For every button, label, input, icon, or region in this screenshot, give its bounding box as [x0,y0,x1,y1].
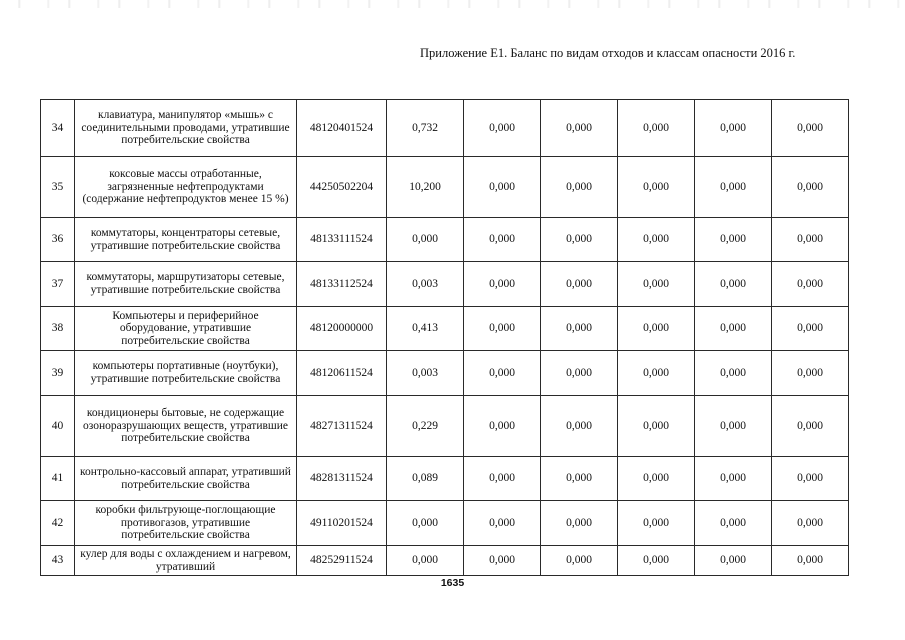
value-cell: 0,000 [464,218,541,262]
table-row [41,546,849,576]
value-cell: 0,000 [541,396,618,457]
value-cell: 0,000 [541,501,618,546]
table-row [41,307,849,351]
page-title: Приложение Е1. Баланс по видам отходов и классам опасности 2016 г. [420,46,796,60]
waste-code: 48281311524 [297,457,387,501]
waste-code: 48133111524 [297,218,387,262]
waste-name: коробки фильтрующе-поглощающие противогазов, утратившие потребительские свойства [75,501,297,546]
waste-code: 48271311524 [297,396,387,457]
value-cell: 0,000 [464,307,541,351]
value-cell: 0,000 [464,457,541,501]
waste-name: кондиционеры бытовые, не содержащие озоноразрушающих веществ, утратившие потребительские свойства [75,396,297,457]
value-cell: 0,000 [618,262,695,307]
waste-name: Компьютеры и периферийное оборудование, утратившие потребительские свойства [75,307,297,351]
row-number: 39 [41,351,75,396]
row-number: 41 [41,457,75,501]
row-number: 42 [41,501,75,546]
value-cell: 0,000 [618,307,695,351]
value-cell: 0,000 [541,262,618,307]
value-cell: 0,000 [772,546,849,576]
value-cell: 0,000 [464,157,541,218]
value-cell: 0,000 [695,396,772,457]
value-cell: 0,003 [387,262,464,307]
waste-name: контрольно-кассовый аппарат, утративший потребительские свойства [75,457,297,501]
row-number: 34 [41,100,75,157]
waste-name: клавиатура, манипулятор «мышь» с соединительными проводами, утратившие потребительские свойства [75,100,297,157]
value-cell: 0,000 [387,218,464,262]
value-cell: 0,000 [618,546,695,576]
row-number: 43 [41,546,75,576]
waste-code: 49110201524 [297,501,387,546]
value-cell: 0,000 [772,157,849,218]
value-cell: 0,000 [387,501,464,546]
table-row [41,351,849,396]
value-cell: 0,089 [387,457,464,501]
waste-name: коммутаторы, концентраторы сетевые, утратившие потребительские свойства [75,218,297,262]
value-cell: 0,000 [541,307,618,351]
waste-code: 48133112524 [297,262,387,307]
waste-code: 48120611524 [297,351,387,396]
table-row [41,501,849,546]
row-number: 36 [41,218,75,262]
waste-code: 48120401524 [297,100,387,157]
waste-name: кулер для воды с охлаждением и нагревом, утративший [75,546,297,576]
waste-code: 48252911524 [297,546,387,576]
value-cell: 0,000 [695,218,772,262]
value-cell: 0,000 [618,396,695,457]
value-cell: 0,000 [772,262,849,307]
value-cell: 0,000 [464,501,541,546]
table-row [41,100,849,157]
table-row [41,262,849,307]
value-cell: 0,000 [772,307,849,351]
waste-name: компьютеры портативные (ноутбуки), утратившие потребительские свойства [75,351,297,396]
row-number: 37 [41,262,75,307]
value-cell: 0,000 [695,501,772,546]
value-cell: 0,000 [464,396,541,457]
value-cell: 0,000 [695,307,772,351]
value-cell: 0,000 [541,457,618,501]
waste-code: 44250502204 [297,157,387,218]
waste-code: 48120000000 [297,307,387,351]
value-cell: 0,000 [695,351,772,396]
value-cell: 0,000 [618,351,695,396]
value-cell: 0,000 [695,157,772,218]
row-number: 35 [41,157,75,218]
value-cell: 0,000 [541,100,618,157]
row-number: 38 [41,307,75,351]
value-cell: 0,000 [541,546,618,576]
value-cell: 0,000 [464,262,541,307]
value-cell: 0,229 [387,396,464,457]
value-cell: 0,000 [772,501,849,546]
scan-artifact [0,0,905,8]
value-cell: 0,000 [541,157,618,218]
waste-name: коксовые массы отработанные, загрязненные нефтепродуктами (содержание нефтепродуктов менее 15 %) [75,157,297,218]
value-cell: 0,413 [387,307,464,351]
value-cell: 0,000 [695,546,772,576]
value-cell: 0,000 [387,546,464,576]
table-row [41,157,849,218]
value-cell: 0,000 [464,546,541,576]
table-row [41,457,849,501]
value-cell: 0,000 [618,157,695,218]
value-cell: 10,200 [387,157,464,218]
value-cell: 0,000 [618,218,695,262]
value-cell: 0,000 [695,457,772,501]
value-cell: 0,000 [618,457,695,501]
value-cell: 0,000 [772,100,849,157]
value-cell: 0,000 [618,501,695,546]
value-cell: 0,000 [464,100,541,157]
waste-name: коммутаторы, маршрутизаторы сетевые, утратившие потребительские свойства [75,262,297,307]
row-number: 40 [41,396,75,457]
value-cell: 0,000 [618,100,695,157]
value-cell: 0,000 [772,218,849,262]
table-row [41,396,849,457]
value-cell: 0,000 [772,351,849,396]
value-cell: 0,000 [695,262,772,307]
value-cell: 0,000 [541,218,618,262]
waste-balance-table [40,99,849,576]
table-row [41,218,849,262]
value-cell: 0,003 [387,351,464,396]
page-number: 1635 [440,577,465,589]
value-cell: 0,732 [387,100,464,157]
value-cell: 0,000 [541,351,618,396]
value-cell: 0,000 [464,351,541,396]
value-cell: 0,000 [695,100,772,157]
value-cell: 0,000 [772,457,849,501]
value-cell: 0,000 [772,396,849,457]
